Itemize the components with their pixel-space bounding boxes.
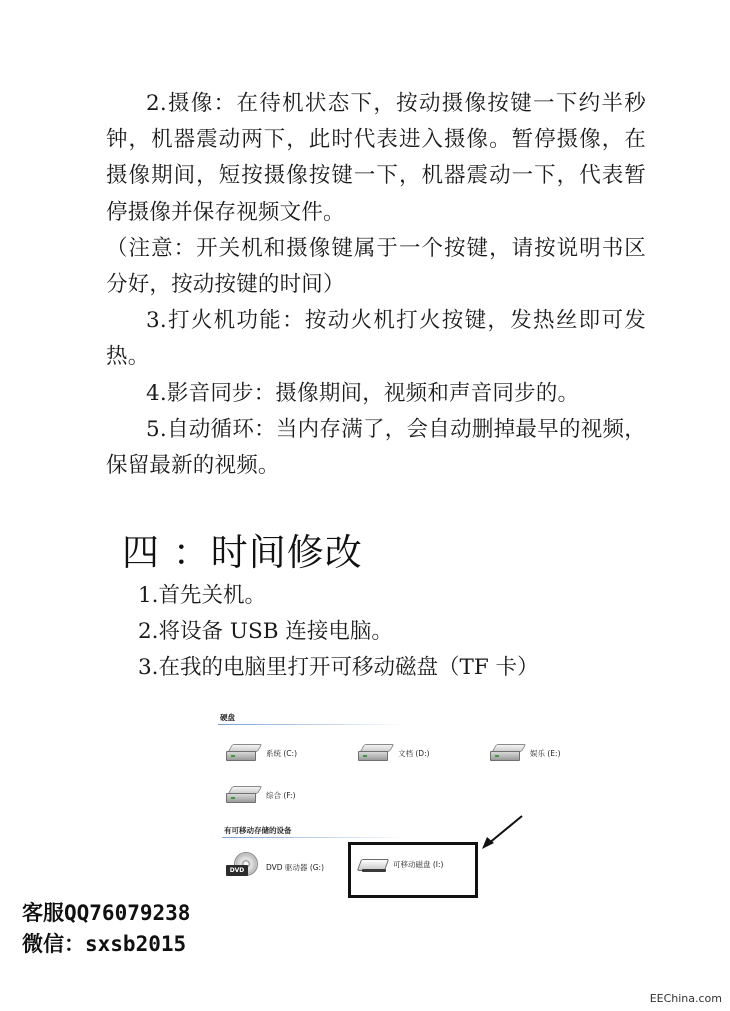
group-divider	[218, 724, 408, 725]
removable-group-title: 有可移动存储的设备	[224, 826, 292, 835]
hard-drive-icon	[358, 744, 394, 762]
drive-label: 娱乐 (E:)	[530, 748, 561, 758]
manual-text	[106, 86, 646, 484]
hard-disk-group-title: 硬盘	[220, 713, 235, 722]
drive-label: 综合 (F:)	[266, 790, 296, 800]
drive-dvd[interactable]	[226, 852, 324, 882]
watermark: EEChina.com	[649, 992, 722, 1005]
hard-drive-icon	[226, 744, 262, 762]
drive-f[interactable]	[226, 786, 296, 804]
dvd-drive-icon	[226, 852, 262, 882]
contact-info	[22, 898, 190, 960]
contact-qq: 客服QQ76079238	[22, 901, 191, 925]
drive-label: 系统 (C:)	[266, 748, 297, 758]
group-divider	[222, 837, 408, 838]
step-item: 1.首先关机。	[138, 583, 267, 608]
contact-wechat: 微信：sxsb2015	[22, 932, 187, 956]
hard-drive-icon	[226, 786, 262, 804]
paragraph-loop: 5.自动循环：当内存满了，会自动删掉最早的视频，保留最新的视频。	[106, 416, 646, 479]
drive-d[interactable]	[358, 744, 430, 762]
usb-drive-icon	[359, 855, 389, 873]
removable-disk-highlight[interactable]	[348, 842, 478, 898]
hard-drive-icon	[490, 744, 526, 762]
step-item: 3.在我的电脑里打开可移动磁盘（TF 卡）	[138, 655, 539, 680]
drive-label: 文档 (D:)	[398, 748, 430, 758]
paragraph-av-sync: 4.影音同步：摄像期间，视频和声音同步的。	[146, 380, 580, 406]
drive-removable[interactable]	[359, 855, 443, 873]
dvd-tag: DVD	[226, 865, 248, 876]
drive-label: 可移动磁盘 (I:)	[393, 859, 444, 869]
steps-list	[138, 578, 539, 686]
drive-c[interactable]	[226, 744, 297, 762]
drive-e[interactable]	[490, 744, 561, 762]
section-title: 四 ：时间修改	[122, 531, 363, 574]
paragraph-recording: 2.摄像：在待机状态下，按动摄像按键一下约半秒钟，机器震动两下，此时代表进入摄像。暂停摄像，在摄像期间，短按摄像按键一下，机器震动一下，代表暂停摄像并保存视频文件。	[106, 91, 646, 225]
drive-label: DVD 驱动器 (G:)	[266, 862, 325, 872]
step-item: 2.将设备 USB 连接电脑。	[138, 619, 393, 644]
paragraph-lighter: 3.打火机功能：按动火机打火按键，发热丝即可发热。	[106, 308, 646, 370]
paragraph-note: （注意：开关机和摄像键属于一个按键，请按说明书区分好，按动按键的时间）	[106, 235, 646, 298]
pointer-arrow-icon	[478, 812, 526, 852]
